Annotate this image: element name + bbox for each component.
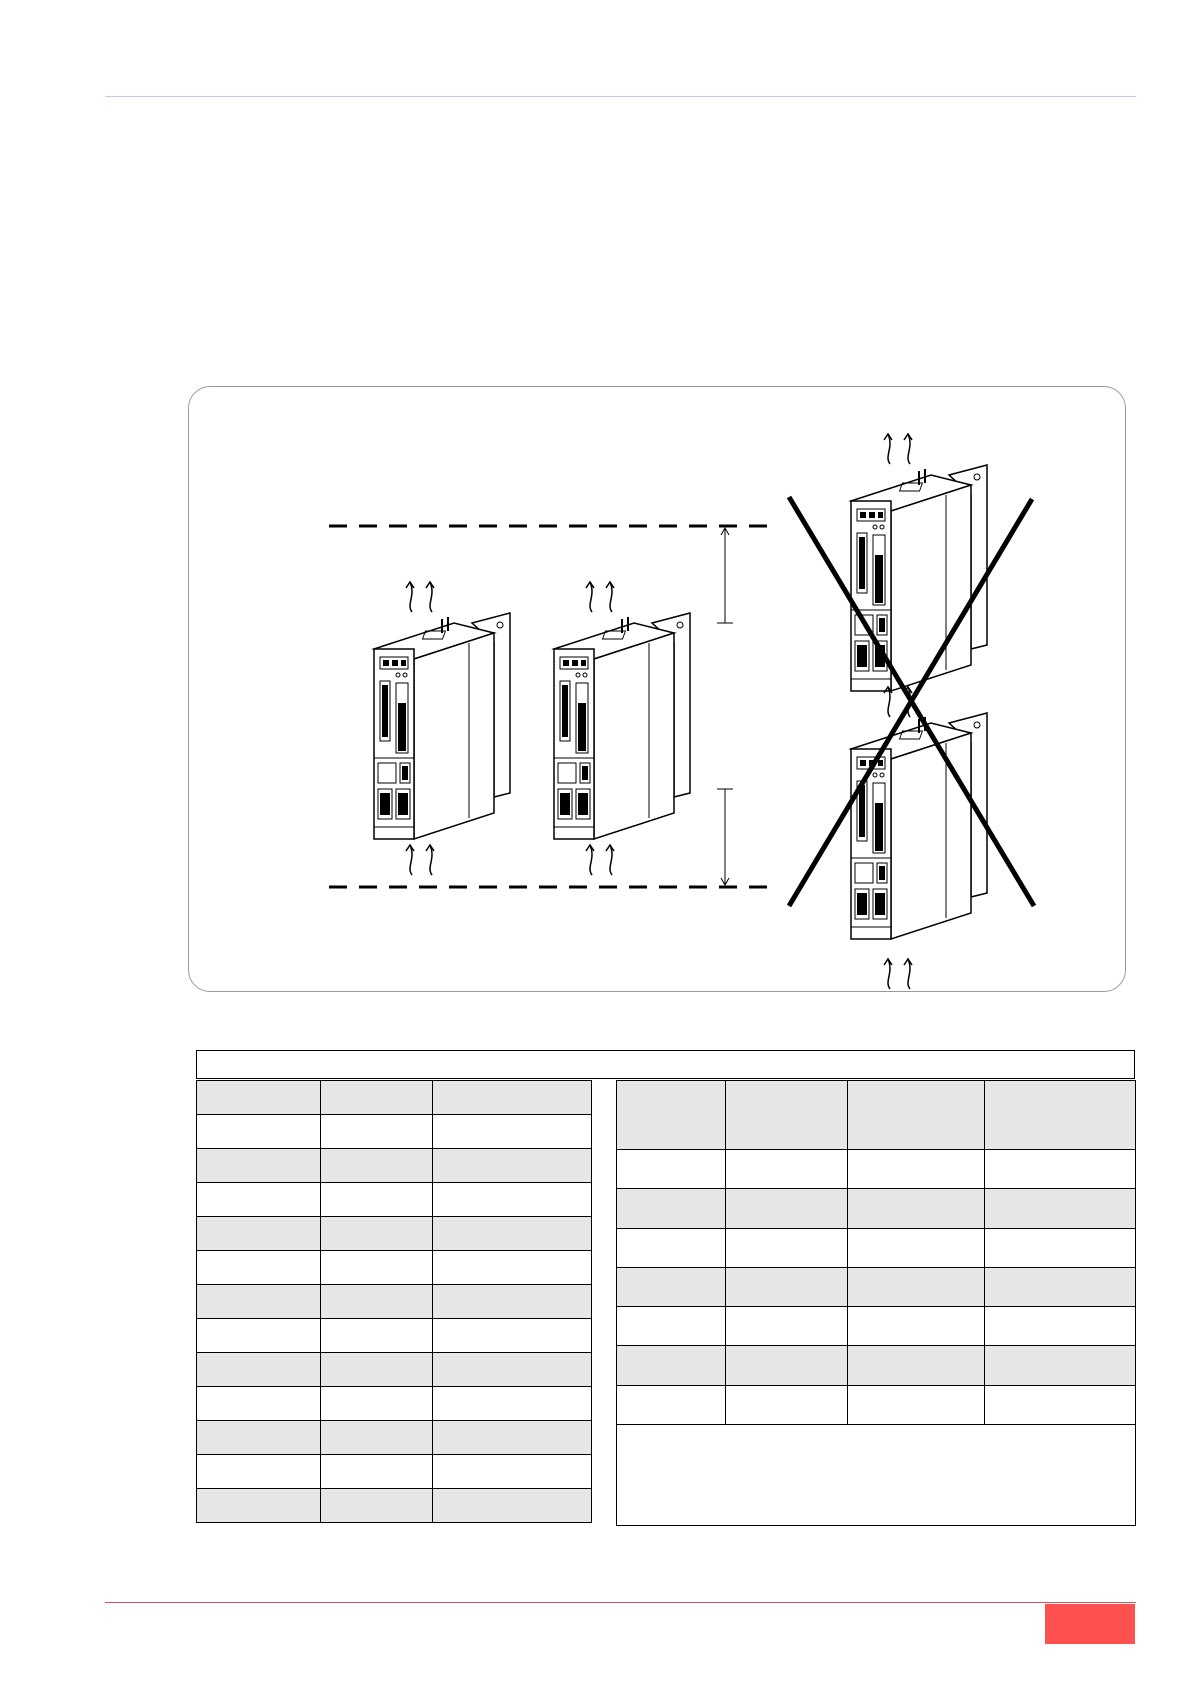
table-cell: [433, 1217, 592, 1251]
table-cell: [617, 1346, 726, 1385]
table-cell: [321, 1285, 433, 1319]
table-cell: [985, 1267, 1136, 1306]
table-cell: [321, 1115, 433, 1149]
table-cell: [848, 1189, 985, 1228]
table-cell: [726, 1307, 848, 1346]
table-cell: [197, 1251, 321, 1285]
table-row: [197, 1319, 592, 1353]
table-cell: [321, 1353, 433, 1387]
table-cell: [433, 1285, 592, 1319]
table-cell: [197, 1353, 321, 1387]
table-row: [617, 1346, 1136, 1385]
table-cell: [433, 1387, 592, 1421]
table-cell: [617, 1267, 726, 1306]
table-cell: [985, 1189, 1136, 1228]
table-cell: [321, 1387, 433, 1421]
table-row: [197, 1149, 592, 1183]
airflow-in-left-icon: [406, 845, 434, 875]
table-cell: [197, 1217, 321, 1251]
table-cell: [321, 1217, 433, 1251]
table-cell: [726, 1150, 848, 1189]
table-cell: [321, 1081, 433, 1115]
clearance-table-right: [616, 1080, 1136, 1526]
table-row: [617, 1228, 1136, 1267]
table-cell: [726, 1385, 848, 1424]
clearance-table-left: [196, 1080, 592, 1523]
table-cell: [197, 1319, 321, 1353]
table-cell: [985, 1228, 1136, 1267]
table-cell: [433, 1489, 592, 1523]
table-cell: [617, 1228, 726, 1267]
table-row: [197, 1115, 592, 1149]
table-cell: [433, 1115, 592, 1149]
table-cell: [848, 1150, 985, 1189]
table-cell: [848, 1307, 985, 1346]
table-cell: [321, 1251, 433, 1285]
table-cell: [321, 1183, 433, 1217]
installation-diagram: [189, 387, 1126, 992]
table-row: [197, 1353, 592, 1387]
table-row: [197, 1251, 592, 1285]
table-row: [617, 1307, 1136, 1346]
table-row: [197, 1455, 592, 1489]
airflow-in-lower-icon: [884, 959, 912, 989]
table-cell: [726, 1228, 848, 1267]
page-number-badge: [1045, 1604, 1135, 1644]
table-cell: [433, 1251, 592, 1285]
table-row: [617, 1189, 1136, 1228]
table-cell: [617, 1189, 726, 1228]
table-row: [197, 1081, 592, 1115]
table-header-cell: [617, 1081, 726, 1150]
table-cell: [985, 1346, 1136, 1385]
table-header-cell: [726, 1081, 848, 1150]
table-row: [617, 1267, 1136, 1306]
table-cell: [617, 1385, 726, 1424]
table-cell: [197, 1183, 321, 1217]
airflow-out-left-icon: [406, 582, 434, 612]
servo-drive-right: [554, 613, 690, 839]
table-title: [196, 1050, 1135, 1079]
table-cell: [197, 1081, 321, 1115]
table-header-cell: [848, 1081, 985, 1150]
table-row: [197, 1285, 592, 1319]
table-header-cell: [985, 1081, 1136, 1150]
footer-rule: [105, 1602, 1136, 1603]
table-row: [617, 1150, 1136, 1189]
stacked-drive-upper: [851, 465, 987, 691]
table-cell: [848, 1267, 985, 1306]
table-cell: [985, 1150, 1136, 1189]
table-cell: [726, 1346, 848, 1385]
table-cell: [985, 1307, 1136, 1346]
table-cell: [197, 1489, 321, 1523]
table-cell: [197, 1421, 321, 1455]
table-cell: [433, 1455, 592, 1489]
bottom-clearance-dimension: [717, 789, 733, 885]
table-cell: [321, 1319, 433, 1353]
table-cell: [726, 1267, 848, 1306]
table-note: [617, 1425, 1136, 1526]
installation-figure: [188, 386, 1126, 992]
table-cell: [433, 1421, 592, 1455]
table-cell: [617, 1150, 726, 1189]
table-cell: [848, 1228, 985, 1267]
table-cell: [848, 1385, 985, 1424]
table-row: [197, 1217, 592, 1251]
table-cell: [321, 1489, 433, 1523]
table-row: [197, 1489, 592, 1523]
table-cell: [433, 1081, 592, 1115]
table-cell: [197, 1149, 321, 1183]
table-cell: [617, 1307, 726, 1346]
airflow-in-right-icon: [586, 845, 614, 875]
table-row: [197, 1421, 592, 1455]
table-cell: [985, 1385, 1136, 1424]
airflow-out-right-icon: [586, 582, 614, 612]
top-clearance-dimension: [717, 528, 733, 623]
table-cell: [197, 1115, 321, 1149]
table-row: [197, 1183, 592, 1217]
table-note-row: [617, 1425, 1136, 1526]
table-cell: [726, 1189, 848, 1228]
servo-drive-left: [374, 613, 510, 839]
table-cell: [433, 1353, 592, 1387]
table-cell: [197, 1387, 321, 1421]
table-cell: [433, 1183, 592, 1217]
table-row: [617, 1385, 1136, 1424]
table-header-row: [617, 1081, 1136, 1150]
table-cell: [197, 1455, 321, 1489]
table-cell: [321, 1455, 433, 1489]
airflow-out-upper-icon: [884, 434, 912, 464]
stacked-drive-lower: [851, 713, 987, 939]
table-cell: [321, 1421, 433, 1455]
table-row: [197, 1387, 592, 1421]
table-cell: [197, 1285, 321, 1319]
table-cell: [321, 1149, 433, 1183]
table-cell: [433, 1149, 592, 1183]
table-cell: [848, 1346, 985, 1385]
header-rule: [105, 96, 1136, 97]
table-cell: [433, 1319, 592, 1353]
